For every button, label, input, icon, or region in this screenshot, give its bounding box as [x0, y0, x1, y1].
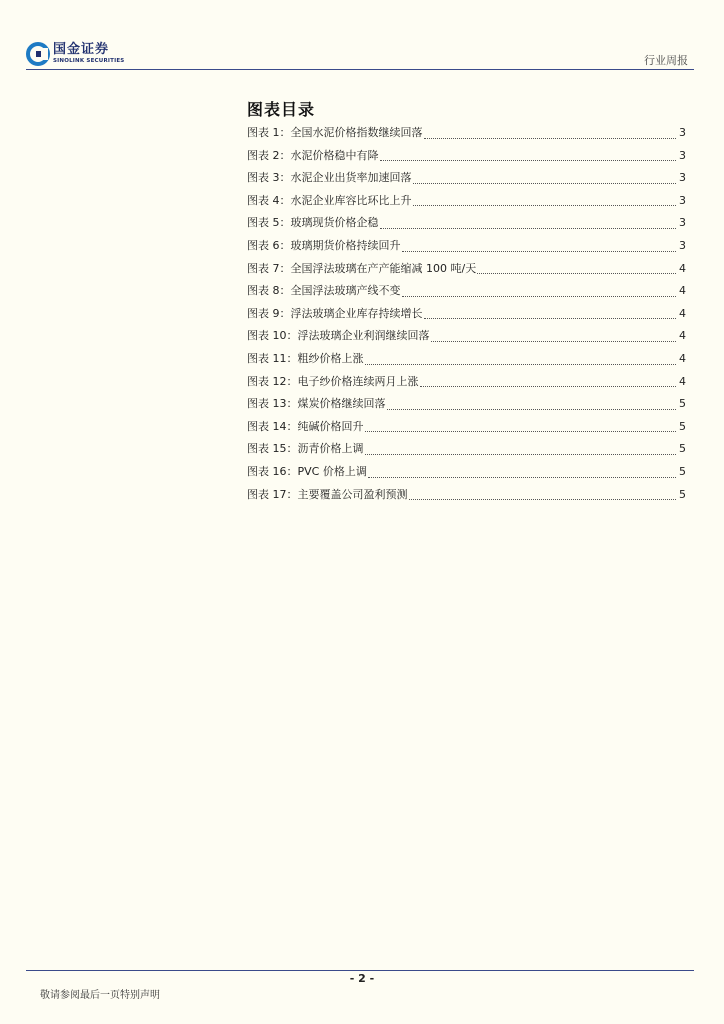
toc-entry-page[interactable]: 5: [679, 487, 686, 501]
toc-entry[interactable]: [247, 463, 686, 486]
toc-entry-page[interactable]: 5: [679, 442, 686, 456]
footer-divider: [26, 970, 694, 971]
page-number: - 2 -: [349, 972, 375, 985]
toc-entry[interactable]: [247, 214, 686, 237]
toc-entry[interactable]: [247, 282, 686, 305]
toc-entry[interactable]: [247, 350, 686, 373]
table-of-figures: [247, 124, 686, 508]
page-header: [0, 0, 724, 72]
toc-dot-leader: [409, 499, 677, 500]
report-type-label: 行业周报: [644, 54, 688, 67]
toc-dot-leader: [402, 296, 677, 297]
toc-dot-leader: [413, 183, 677, 184]
toc-entry-page[interactable]: 4: [679, 374, 686, 388]
disclaimer-note: 敬请参阅最后一页特别声明: [40, 990, 160, 1001]
toc-entry-label[interactable]: 图表 1：全国水泥价格指数继续回落: [247, 126, 423, 139]
toc-entry[interactable]: [247, 192, 686, 215]
toc-entry[interactable]: [247, 373, 686, 396]
toc-entry-label[interactable]: 图表 13：煤炭价格继续回落: [247, 397, 386, 411]
toc-entry-page[interactable]: 5: [679, 397, 686, 411]
toc-entry-page[interactable]: 4: [679, 284, 686, 298]
toc-dot-leader: [365, 364, 677, 365]
toc-entry-label[interactable]: 图表 6：玻璃期货价格持续回升: [247, 238, 401, 252]
toc-entry-page[interactable]: 4: [679, 261, 686, 275]
toc-entry-page[interactable]: 4: [679, 351, 686, 365]
toc-dot-leader: [387, 409, 677, 410]
toc-entry-label[interactable]: 图表 5：玻璃现货价格企稳: [247, 216, 379, 230]
toc-entry[interactable]: [247, 486, 686, 509]
toc-dot-leader: [420, 386, 677, 387]
toc-entry-label[interactable]: 图表 4：水泥企业库容比环比上升: [247, 193, 412, 207]
sinolink-logo: [26, 40, 124, 68]
toc-entry-label[interactable]: 图表 10：浮法玻璃企业利润继续回落: [247, 329, 430, 343]
logo-chinese-name: 国金证券: [53, 42, 110, 57]
toc-dot-leader: [365, 431, 677, 432]
toc-entry[interactable]: [247, 124, 686, 147]
toc-entry-page[interactable]: 4: [679, 329, 686, 343]
toc-entry-page[interactable]: 5: [679, 464, 686, 478]
toc-entry[interactable]: [247, 395, 686, 418]
toc-dot-leader: [365, 454, 677, 455]
toc-entry-label[interactable]: 图表 8：全国浮法玻璃产线不变: [247, 284, 401, 298]
logo-english-name: SINOLINK SECURITIES: [53, 58, 125, 64]
toc-entry-label[interactable]: 图表 16：PVC 价格上调: [247, 464, 367, 478]
sinolink-logo-icon: [26, 42, 50, 66]
toc-entry-label[interactable]: 图表 12：电子纱价格连续两月上涨: [247, 374, 419, 388]
toc-dot-leader: [477, 273, 676, 274]
toc-entry-page[interactable]: 5: [679, 419, 686, 433]
toc-entry[interactable]: [247, 305, 686, 328]
toc-entry-label[interactable]: 图表 3：水泥企业出货率加速回落: [247, 171, 412, 185]
toc-entry-page[interactable]: 3: [679, 216, 686, 230]
toc-entry-label[interactable]: 图表 15：沥青价格上调: [247, 442, 364, 456]
toc-entry-page[interactable]: 3: [679, 171, 686, 185]
toc-dot-leader: [402, 251, 677, 252]
toc-entry[interactable]: [247, 327, 686, 350]
toc-dot-leader: [380, 160, 677, 161]
toc-entry[interactable]: [247, 260, 686, 283]
toc-entry[interactable]: [247, 147, 686, 170]
toc-entry-page[interactable]: 3: [679, 148, 686, 162]
toc-entry[interactable]: [247, 440, 686, 463]
toc-entry-page[interactable]: 4: [679, 306, 686, 320]
toc-entry-page[interactable]: 3: [679, 238, 686, 252]
toc-dot-leader: [424, 138, 677, 139]
toc-entry-page[interactable]: 3: [679, 193, 686, 207]
toc-entry-label[interactable]: 图表 14：纯碱价格回升: [247, 419, 364, 433]
toc-entry-label[interactable]: 图表 17：主要覆盖公司盈利预测: [247, 487, 408, 501]
toc-title: 图表目录: [247, 100, 316, 119]
toc-dot-leader: [431, 341, 677, 342]
toc-entry-label[interactable]: 图表 11：粗纱价格上涨: [247, 351, 364, 365]
toc-entry[interactable]: [247, 169, 686, 192]
toc-dot-leader: [413, 205, 677, 206]
toc-entry-label[interactable]: 图表 9：浮法玻璃企业库存持续增长: [247, 306, 423, 320]
toc-dot-leader: [424, 318, 677, 319]
toc-entry-label[interactable]: 图表 2：水泥价格稳中有降: [247, 148, 379, 162]
toc-dot-leader: [368, 477, 676, 478]
toc-entry-page[interactable]: 3: [679, 126, 686, 139]
toc-entry-label[interactable]: 图表 7：全国浮法玻璃在产产能缩减 100 吨/天: [247, 261, 477, 275]
toc-entry[interactable]: [247, 237, 686, 260]
toc-dot-leader: [380, 228, 677, 229]
header-divider: [26, 69, 694, 70]
toc-entry[interactable]: [247, 418, 686, 441]
